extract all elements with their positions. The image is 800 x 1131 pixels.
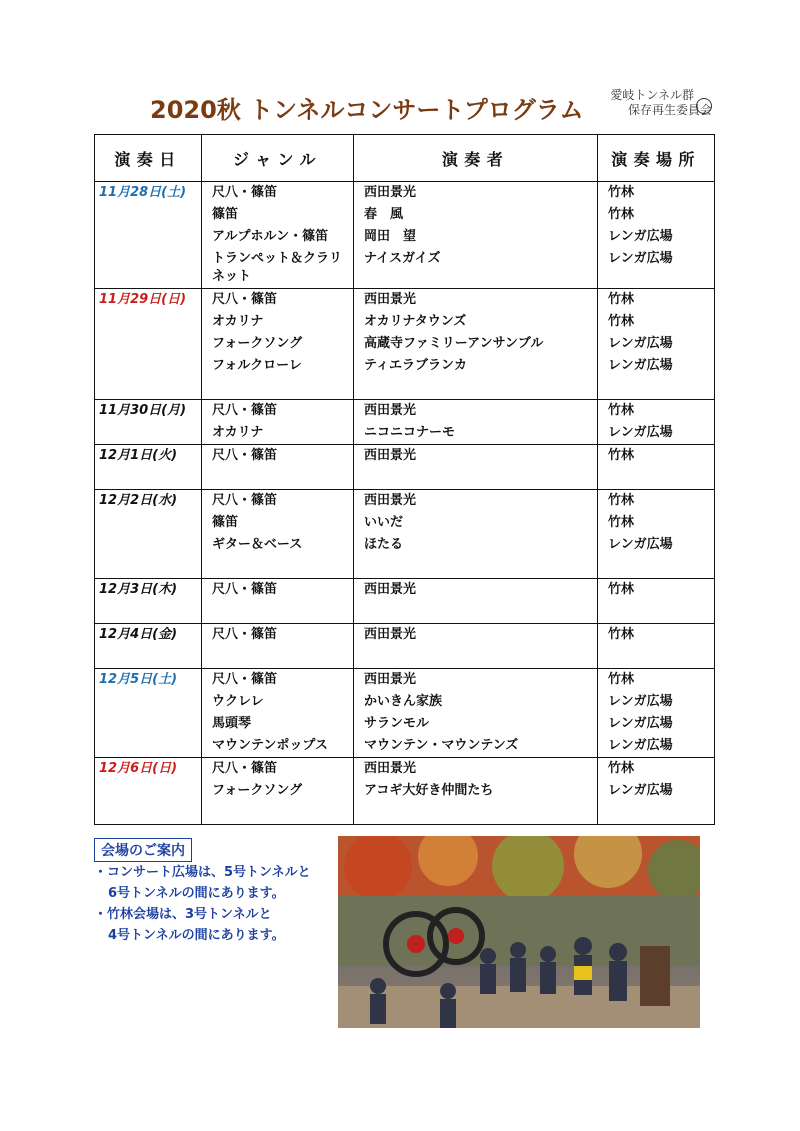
- cell-venue: レンガ広場: [598, 735, 715, 758]
- table-row: [95, 490, 715, 513]
- cell-performer: 西田景光: [354, 445, 598, 468]
- page-title: 2020秋 トンネルコンサートプログラム: [150, 96, 584, 124]
- cell-date: 12月4日(金): [95, 624, 202, 669]
- table-row: [95, 624, 715, 647]
- table-row: [95, 758, 715, 781]
- cell-date: 12月6日(日): [95, 758, 202, 825]
- cell-venue: レンガ広場: [598, 248, 715, 289]
- logo-mark-icon: [696, 98, 712, 114]
- cell-venue: 竹林: [598, 182, 715, 205]
- cell-genre: 馬頭琴: [202, 713, 354, 735]
- venue-info-line: 4号トンネルの間にあります。: [108, 928, 285, 943]
- cell-venue: レンガ広場: [598, 355, 715, 377]
- cell-performer: ナイスガイズ: [354, 248, 598, 289]
- cell-date: 11月30日(月): [95, 400, 202, 445]
- cell-performer: [354, 646, 598, 669]
- cell-venue: 竹林: [598, 758, 715, 781]
- venue-info-heading: 会場のご案内: [94, 838, 192, 862]
- cell-genre: 篠笛: [202, 512, 354, 534]
- cell-performer: かいきん家族: [354, 691, 598, 713]
- cell-venue: レンガ広場: [598, 422, 715, 445]
- cell-genre: 尺八・篠笛: [202, 289, 354, 312]
- cell-date: 11月29日(日): [95, 289, 202, 400]
- cell-venue: レンガ広場: [598, 713, 715, 735]
- cell-performer: アコギ大好き仲間たち: [354, 780, 598, 802]
- cell-genre: 尺八・篠笛: [202, 758, 354, 781]
- cell-genre: [202, 377, 354, 400]
- cell-genre: ギター＆ベース: [202, 534, 354, 556]
- cell-genre: オカリナ: [202, 311, 354, 333]
- cell-genre: 尺八・篠笛: [202, 669, 354, 692]
- cell-performer: ほたる: [354, 534, 598, 556]
- cell-genre: フォークソング: [202, 780, 354, 802]
- cell-venue: 竹林: [598, 204, 715, 226]
- cell-performer: [354, 377, 598, 400]
- cell-performer: 西田景光: [354, 400, 598, 423]
- cell-genre: フォークソング: [202, 333, 354, 355]
- cell-venue: 竹林: [598, 289, 715, 312]
- cell-date: 12月3日(木): [95, 579, 202, 624]
- event-photo: [338, 836, 700, 1028]
- cell-performer: 西田景光: [354, 490, 598, 513]
- cell-genre: オカリナ: [202, 422, 354, 445]
- cell-venue: 竹林: [598, 624, 715, 647]
- cell-genre: 尺八・篠笛: [202, 490, 354, 513]
- cell-performer: サランモル: [354, 713, 598, 735]
- cell-performer: オカリナタウンズ: [354, 311, 598, 333]
- cell-genre: 尺八・篠笛: [202, 624, 354, 647]
- cell-venue: [598, 646, 715, 669]
- cell-date: 12月5日(土): [95, 669, 202, 758]
- cell-venue: [598, 802, 715, 825]
- cell-venue: レンガ広場: [598, 333, 715, 355]
- cell-venue: [598, 601, 715, 624]
- cell-performer: [354, 556, 598, 579]
- cell-date: 12月2日(水): [95, 490, 202, 579]
- header-performer: 演奏者: [354, 135, 598, 182]
- program-table-body: [95, 182, 715, 825]
- cell-genre: [202, 646, 354, 669]
- header-venue: 演奏場所: [598, 135, 715, 182]
- cell-performer: 岡田 望: [354, 226, 598, 248]
- cell-genre: 篠笛: [202, 204, 354, 226]
- table-row: [95, 445, 715, 468]
- header-genre: ジャンル: [202, 135, 354, 182]
- cell-venue: 竹林: [598, 669, 715, 692]
- organization-logo: [584, 88, 712, 128]
- table-header-row: [95, 135, 715, 182]
- cell-genre: 尺八・篠笛: [202, 400, 354, 423]
- logo-line-2: 保存再生委員会: [627, 103, 712, 117]
- cell-performer: いいだ: [354, 512, 598, 534]
- cell-performer: ニコニコナーモ: [354, 422, 598, 445]
- cell-performer: 西田景光: [354, 758, 598, 781]
- cell-venue: 竹林: [598, 490, 715, 513]
- cell-performer: 西田景光: [354, 182, 598, 205]
- table-row: [95, 182, 715, 205]
- cell-performer: マウンテン・マウンテンズ: [354, 735, 598, 758]
- cell-genre: [202, 467, 354, 490]
- cell-performer: 春 風: [354, 204, 598, 226]
- cell-venue: 竹林: [598, 512, 715, 534]
- cell-venue: 竹林: [598, 311, 715, 333]
- venue-info: [94, 838, 334, 946]
- table-row: [95, 289, 715, 312]
- cell-genre: 尺八・篠笛: [202, 445, 354, 468]
- cell-genre: ウクレレ: [202, 691, 354, 713]
- cell-venue: [598, 377, 715, 400]
- cell-venue: レンガ広場: [598, 691, 715, 713]
- cell-performer: 高蔵寺ファミリーアンサンブル: [354, 333, 598, 355]
- cell-date: 11月28日(土): [95, 182, 202, 289]
- table-row: [95, 579, 715, 602]
- event-photo-illustration: [338, 836, 700, 1028]
- cell-genre: フォルクローレ: [202, 355, 354, 377]
- cell-date: 12月1日(火): [95, 445, 202, 490]
- cell-performer: 西田景光: [354, 624, 598, 647]
- cell-performer: ティエラブランカ: [354, 355, 598, 377]
- cell-genre: 尺八・篠笛: [202, 182, 354, 205]
- cell-genre: [202, 802, 354, 825]
- cell-performer: 西田景光: [354, 289, 598, 312]
- cell-genre: マウンテンポップス: [202, 735, 354, 758]
- cell-performer: [354, 601, 598, 624]
- cell-venue: レンガ広場: [598, 226, 715, 248]
- header-date: 演奏日: [95, 135, 202, 182]
- cell-performer: [354, 802, 598, 825]
- venue-info-line: ・竹林会場は、3号トンネルと: [94, 907, 272, 922]
- table-row: [95, 400, 715, 423]
- cell-venue: レンガ広場: [598, 780, 715, 802]
- cell-genre: アルプホルン・篠笛: [202, 226, 354, 248]
- logo-line-1: 愛岐トンネル群: [610, 88, 694, 102]
- venue-info-lines: [94, 862, 334, 946]
- cell-venue: [598, 467, 715, 490]
- cell-genre: [202, 601, 354, 624]
- cell-venue: [598, 556, 715, 579]
- cell-venue: 竹林: [598, 579, 715, 602]
- venue-info-line: ・コンサート広場は、5号トンネルと: [94, 865, 311, 880]
- table-row: [95, 669, 715, 692]
- cell-venue: 竹林: [598, 400, 715, 423]
- cell-genre: トランペット＆クラリネット: [202, 248, 354, 289]
- cell-performer: [354, 467, 598, 490]
- cell-performer: 西田景光: [354, 579, 598, 602]
- cell-venue: 竹林: [598, 445, 715, 468]
- cell-performer: 西田景光: [354, 669, 598, 692]
- program-table: [94, 134, 715, 825]
- cell-venue: レンガ広場: [598, 534, 715, 556]
- cell-genre: [202, 556, 354, 579]
- cell-genre: 尺八・篠笛: [202, 579, 354, 602]
- venue-info-line: 6号トンネルの間にあります。: [108, 886, 285, 901]
